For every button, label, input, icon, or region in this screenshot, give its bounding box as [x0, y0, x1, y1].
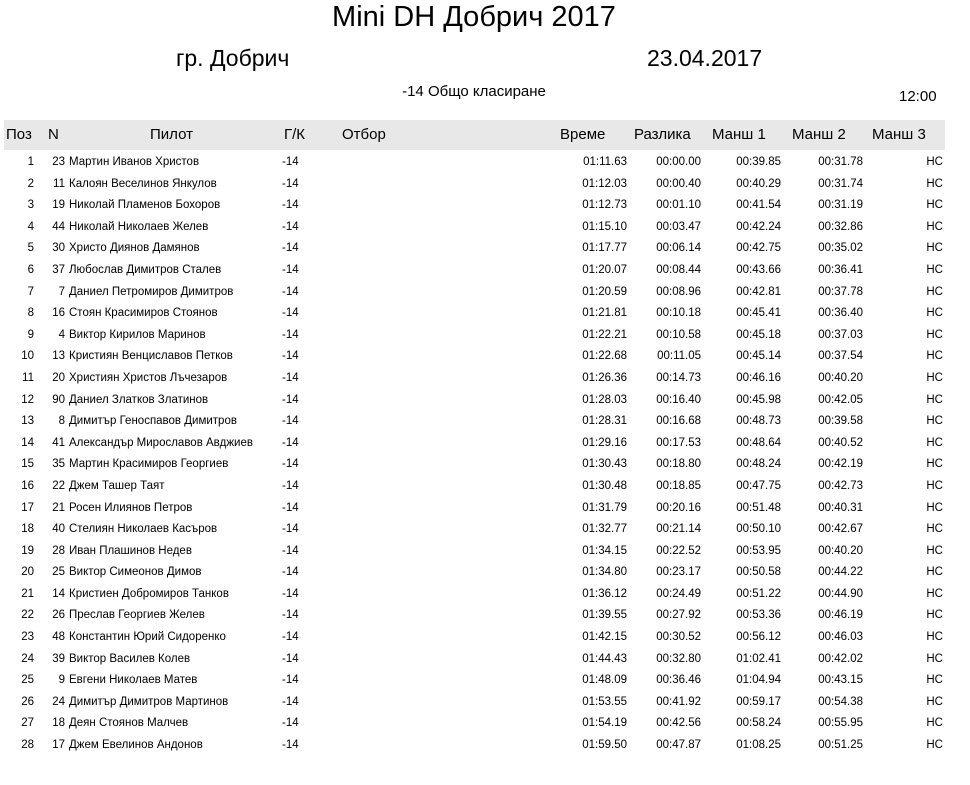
cell-class: -14	[282, 652, 299, 665]
cell-difference: 00:42.56	[656, 717, 701, 730]
cell-pilot-name: Константин Юрий Сидоренко	[69, 631, 226, 644]
cell-pilot-name: Росен Илиянов Петров	[69, 501, 193, 514]
table-row	[0, 605, 970, 627]
cell-pilot-name: Виктор Василев Колев	[69, 652, 191, 665]
cell-position: 15	[21, 458, 34, 471]
cell-run-1: 00:48.64	[736, 436, 781, 449]
table-header	[4, 120, 945, 150]
cell-pilot-name: Мартин Иванов Христов	[69, 156, 200, 168]
cell-difference: 00:11.05	[657, 350, 701, 363]
column-header-time: Време	[560, 126, 606, 143]
cell-run-3: НС	[926, 307, 943, 320]
cell-run-2: 00:40.31	[818, 501, 863, 514]
cell-class: -14	[282, 307, 299, 320]
cell-pilot-name: Стелиян Николаев Касъров	[69, 523, 218, 536]
cell-run-1: 00:53.36	[736, 609, 781, 622]
cell-position: 8	[27, 307, 34, 320]
cell-run-3: НС	[926, 544, 943, 557]
cell-run-2: 00:36.41	[818, 263, 863, 276]
cell-difference: 00:08.96	[656, 285, 701, 298]
cell-run-1: 00:50.10	[736, 523, 781, 536]
column-header-run-2: Манш 2	[792, 126, 846, 143]
cell-run-1: 00:41.54	[736, 199, 781, 212]
cell-number: 9	[58, 674, 65, 687]
cell-number: 90	[52, 393, 65, 406]
table-row	[0, 368, 970, 390]
cell-class: -14	[282, 695, 299, 708]
cell-pilot-name: Кристиян Венциславов Петков	[69, 350, 233, 363]
cell-run-3: НС	[926, 566, 943, 579]
cell-run-3: НС	[926, 436, 943, 449]
cell-run-3: НС	[926, 674, 943, 687]
cell-total-time: 01:32.77	[582, 523, 627, 536]
cell-position: 27	[21, 717, 34, 730]
cell-difference: 00:00.40	[656, 177, 701, 190]
cell-class: -14	[282, 479, 299, 492]
cell-run-3: НС	[926, 587, 943, 600]
cell-position: 18	[21, 523, 34, 536]
cell-run-1: 00:40.29	[736, 177, 781, 190]
table-row	[0, 476, 970, 498]
cell-difference: 00:23.17	[656, 566, 701, 579]
column-header-class: Г/К	[284, 126, 306, 143]
cell-number: 40	[52, 523, 65, 536]
cell-run-2: 00:36.40	[818, 307, 863, 320]
table-row	[0, 735, 970, 757]
table-row	[0, 260, 970, 282]
cell-position: 16	[21, 479, 34, 492]
cell-run-1: 00:43.66	[736, 263, 781, 276]
cell-number: 41	[52, 436, 65, 449]
cell-run-2: 00:31.78	[818, 156, 863, 168]
cell-run-1: 00:45.41	[736, 307, 781, 320]
cell-run-1: 00:45.98	[736, 393, 781, 406]
cell-class: -14	[282, 501, 299, 514]
cell-pilot-name: Виктор Симеонов Димов	[69, 566, 202, 579]
table-row	[0, 346, 970, 368]
cell-total-time: 01:34.15	[582, 544, 627, 557]
table-row	[0, 541, 970, 563]
cell-difference: 00:06.14	[656, 242, 701, 255]
cell-total-time: 01:42.15	[582, 631, 627, 644]
table-row	[0, 649, 970, 671]
event-date: 23.04.2017	[647, 45, 763, 71]
cell-run-2: 00:37.54	[818, 350, 863, 363]
cell-run-1: 00:56.12	[736, 631, 781, 644]
table-row	[0, 282, 970, 304]
cell-run-2: 00:55.95	[818, 717, 863, 730]
cell-run-3: НС	[926, 695, 943, 708]
cell-class: -14	[282, 220, 299, 233]
cell-position: 7	[27, 285, 34, 298]
cell-pilot-name: Евгени Николаев Матев	[69, 674, 198, 687]
cell-run-2: 00:44.22	[818, 566, 863, 579]
cell-class: -14	[282, 393, 299, 406]
cell-position: 25	[21, 674, 34, 687]
cell-difference: 00:08.44	[656, 263, 701, 276]
cell-pilot-name: Христо Диянов Дамянов	[69, 242, 200, 255]
cell-position: 12	[21, 393, 34, 406]
cell-run-2: 00:46.19	[818, 609, 863, 622]
cell-position: 10	[21, 350, 34, 363]
column-header-run-3: Манш 3	[872, 126, 926, 143]
cell-run-3: НС	[926, 199, 943, 212]
cell-run-2: 00:54.38	[818, 695, 863, 708]
cell-total-time: 01:30.43	[582, 458, 627, 471]
cell-run-1: 00:58.24	[736, 717, 781, 730]
table-row	[0, 152, 970, 174]
cell-class: -14	[282, 458, 299, 471]
cell-pilot-name: Християн Христов Лъчезаров	[69, 371, 228, 384]
cell-total-time: 01:22.21	[582, 328, 627, 341]
cell-difference: 00:20.16	[656, 501, 701, 514]
cell-run-1: 00:50.58	[736, 566, 781, 579]
cell-position: 4	[27, 220, 34, 233]
cell-run-3: НС	[926, 328, 943, 341]
cell-class: -14	[282, 350, 299, 363]
cell-number: 22	[52, 479, 65, 492]
cell-run-2: 00:42.05	[818, 393, 863, 406]
column-header-pilot: Пилот	[150, 126, 193, 143]
cell-run-1: 00:51.48	[736, 501, 781, 514]
cell-run-1: 01:02.41	[736, 652, 781, 665]
cell-total-time: 01:53.55	[582, 695, 627, 708]
cell-run-2: 00:32.86	[818, 220, 863, 233]
table-row	[0, 325, 970, 347]
cell-position: 5	[27, 242, 34, 255]
cell-number: 24	[52, 695, 65, 708]
cell-total-time: 01:28.31	[582, 415, 627, 428]
cell-position: 6	[27, 263, 34, 276]
cell-difference: 00:30.52	[656, 631, 701, 644]
cell-difference: 00:16.68	[656, 415, 701, 428]
cell-run-1: 00:42.75	[736, 242, 781, 255]
cell-run-1: 01:04.94	[736, 674, 781, 687]
cell-pilot-name: Димитър Геноспавов Димитров	[69, 415, 237, 428]
cell-class: -14	[282, 674, 299, 687]
column-header-number: N	[48, 126, 59, 143]
cell-position: 2	[27, 177, 34, 190]
cell-total-time: 01:28.03	[582, 393, 627, 406]
cell-number: 28	[52, 544, 65, 557]
table-row	[0, 498, 970, 520]
cell-class: -14	[282, 717, 299, 730]
cell-number: 30	[52, 242, 65, 255]
cell-position: 13	[21, 415, 34, 428]
cell-class: -14	[282, 566, 299, 579]
column-header-difference: Разлика	[634, 126, 691, 143]
cell-difference: 00:18.85	[656, 479, 701, 492]
cell-difference: 00:18.80	[656, 458, 701, 471]
cell-total-time: 01:29.16	[582, 436, 627, 449]
cell-number: 37	[52, 263, 65, 276]
cell-number: 18	[52, 717, 65, 730]
cell-class: -14	[282, 177, 299, 190]
cell-number: 13	[52, 350, 65, 363]
cell-number: 35	[52, 458, 65, 471]
cell-run-1: 00:48.73	[736, 415, 781, 428]
cell-position: 19	[21, 544, 34, 557]
cell-difference: 00:03.47	[656, 220, 701, 233]
cell-total-time: 01:36.12	[582, 587, 627, 600]
cell-class: -14	[282, 739, 299, 752]
cell-number: 44	[52, 220, 65, 233]
cell-run-1: 00:59.17	[736, 695, 781, 708]
cell-number: 26	[52, 609, 65, 622]
cell-number: 19	[52, 199, 65, 212]
table-row	[0, 519, 970, 541]
cell-difference: 00:00.00	[656, 156, 701, 168]
table-row	[0, 562, 970, 584]
cell-difference: 00:47.87	[656, 739, 701, 752]
cell-run-2: 00:46.03	[818, 631, 863, 644]
cell-position: 26	[21, 695, 34, 708]
table-row	[0, 195, 970, 217]
cell-class: -14	[282, 242, 299, 255]
cell-run-1: 00:45.14	[736, 350, 781, 363]
cell-run-3: НС	[926, 156, 943, 168]
cell-pilot-name: Мартин Красимиров Георгиев	[69, 458, 229, 471]
cell-run-1: 00:42.81	[736, 285, 781, 298]
cell-run-1: 01:08.25	[736, 739, 781, 752]
cell-difference: 00:10.18	[656, 307, 701, 320]
cell-number: 16	[52, 307, 65, 320]
table-row	[0, 692, 970, 714]
cell-total-time: 01:11.63	[583, 156, 627, 168]
table-row	[0, 238, 970, 260]
cell-run-2: 00:40.20	[818, 371, 863, 384]
cell-class: -14	[282, 523, 299, 536]
cell-run-1: 00:47.75	[736, 479, 781, 492]
cell-pilot-name: Иван Плашинов Недев	[69, 544, 192, 557]
cell-number: 7	[58, 285, 65, 298]
table-row	[0, 670, 970, 692]
cell-number: 20	[52, 371, 65, 384]
cell-pilot-name: Любослав Димитров Сталев	[69, 263, 222, 276]
cell-run-3: НС	[926, 501, 943, 514]
cell-class: -14	[282, 544, 299, 557]
cell-run-2: 00:35.02	[818, 242, 863, 255]
cell-run-1: 00:48.24	[736, 458, 781, 471]
cell-total-time: 01:26.36	[582, 371, 627, 384]
cell-class: -14	[282, 609, 299, 622]
cell-pilot-name: Джем Ташер Таят	[69, 479, 165, 492]
cell-difference: 00:10.58	[656, 328, 701, 341]
cell-position: 9	[27, 328, 34, 341]
table-row	[0, 217, 970, 239]
cell-run-2: 00:42.73	[818, 479, 863, 492]
cell-difference: 00:36.46	[656, 674, 701, 687]
cell-class: -14	[282, 587, 299, 600]
cell-difference: 00:21.14	[656, 523, 701, 536]
cell-position: 24	[21, 652, 34, 665]
cell-position: 17	[21, 501, 34, 514]
cell-run-3: НС	[926, 609, 943, 622]
event-city: гр. Добрич	[176, 45, 290, 71]
cell-run-2: 00:37.78	[818, 285, 863, 298]
cell-class: -14	[282, 156, 299, 168]
results-category: -14 Общо класиране	[402, 83, 546, 100]
cell-total-time: 01:17.77	[582, 242, 627, 255]
column-header-team: Отбор	[342, 126, 386, 143]
cell-total-time: 01:20.59	[582, 285, 627, 298]
cell-pilot-name: Даниел Златков Златинов	[69, 393, 209, 406]
cell-run-1: 00:42.24	[736, 220, 781, 233]
cell-run-2: 00:39.58	[818, 415, 863, 428]
cell-difference: 00:22.52	[656, 544, 701, 557]
cell-pilot-name: Николай Николаев Желев	[69, 220, 209, 233]
cell-position: 28	[21, 739, 34, 752]
cell-run-1: 00:53.95	[736, 544, 781, 557]
cell-run-2: 00:40.20	[818, 544, 863, 557]
cell-run-3: НС	[926, 479, 943, 492]
report-time: 12:00	[899, 88, 937, 105]
cell-difference: 00:24.49	[656, 587, 701, 600]
cell-pilot-name: Калоян Веселинов Янкулов	[69, 177, 217, 190]
cell-position: 21	[21, 587, 34, 600]
cell-run-3: НС	[926, 739, 943, 752]
cell-difference: 00:16.40	[656, 393, 701, 406]
cell-pilot-name: Николай Пламенов Бохоров	[69, 199, 221, 212]
cell-total-time: 01:12.73	[582, 199, 627, 212]
cell-run-3: НС	[926, 177, 943, 190]
cell-run-3: НС	[926, 523, 943, 536]
cell-run-3: НС	[926, 350, 943, 363]
cell-total-time: 01:39.55	[582, 609, 627, 622]
cell-run-2: 00:42.19	[818, 458, 863, 471]
cell-run-3: НС	[926, 415, 943, 428]
cell-run-2: 00:42.02	[818, 652, 863, 665]
cell-total-time: 01:31.79	[582, 501, 627, 514]
cell-number: 8	[58, 415, 65, 428]
cell-total-time: 01:15.10	[582, 220, 627, 233]
cell-difference: 00:27.92	[656, 609, 701, 622]
cell-position: 22	[21, 609, 34, 622]
cell-number: 23	[52, 156, 65, 168]
cell-run-2: 00:31.74	[818, 177, 863, 190]
cell-run-3: НС	[926, 263, 943, 276]
cell-position: 20	[21, 566, 34, 579]
cell-total-time: 01:22.68	[582, 350, 627, 363]
table-row	[0, 584, 970, 606]
cell-pilot-name: Виктор Кирилов Маринов	[69, 328, 206, 341]
table-row	[0, 411, 970, 433]
cell-number: 39	[52, 652, 65, 665]
cell-number: 14	[52, 587, 65, 600]
cell-class: -14	[282, 285, 299, 298]
cell-class: -14	[282, 631, 299, 644]
cell-total-time: 01:34.80	[582, 566, 627, 579]
cell-run-3: НС	[926, 285, 943, 298]
cell-run-2: 00:43.15	[818, 674, 863, 687]
cell-class: -14	[282, 199, 299, 212]
cell-total-time: 01:59.50	[582, 739, 627, 752]
column-header-run-1: Манш 1	[712, 126, 766, 143]
cell-run-1: 00:39.85	[736, 156, 781, 168]
cell-number: 11	[53, 177, 65, 190]
results-table-body	[0, 152, 970, 757]
cell-number: 21	[52, 501, 65, 514]
cell-total-time: 01:54.19	[582, 717, 627, 730]
cell-run-2: 00:40.52	[818, 436, 863, 449]
cell-run-3: НС	[926, 371, 943, 384]
cell-class: -14	[282, 436, 299, 449]
table-row	[0, 174, 970, 196]
table-row	[0, 303, 970, 325]
cell-number: 25	[52, 566, 65, 579]
cell-run-3: НС	[926, 220, 943, 233]
event-title: Mini DH Добрич 2017	[332, 1, 616, 33]
cell-run-1: 00:46.16	[736, 371, 781, 384]
table-row	[0, 390, 970, 412]
cell-total-time: 01:21.81	[582, 307, 627, 320]
cell-difference: 00:17.53	[656, 436, 701, 449]
table-row	[0, 454, 970, 476]
cell-run-2: 00:37.03	[818, 328, 863, 341]
cell-total-time: 01:20.07	[582, 263, 627, 276]
cell-pilot-name: Джем Евелинов Андонов	[69, 739, 203, 752]
cell-difference: 00:32.80	[656, 652, 701, 665]
cell-run-3: НС	[926, 631, 943, 644]
cell-total-time: 01:48.09	[582, 674, 627, 687]
cell-pilot-name: Кристиен Добромиров Танков	[69, 587, 229, 600]
cell-pilot-name: Александър Мирославов Авджиев	[69, 436, 253, 449]
cell-pilot-name: Даниел Петромиров Димитров	[69, 285, 234, 298]
cell-class: -14	[282, 328, 299, 341]
cell-position: 3	[27, 199, 34, 212]
table-row	[0, 433, 970, 455]
cell-class: -14	[282, 415, 299, 428]
cell-run-2: 00:44.90	[818, 587, 863, 600]
cell-position: 11	[22, 371, 34, 384]
cell-difference: 00:14.73	[656, 371, 701, 384]
column-header-position: Поз	[6, 126, 32, 143]
cell-class: -14	[282, 263, 299, 276]
cell-run-2: 00:42.67	[818, 523, 863, 536]
cell-run-3: НС	[926, 717, 943, 730]
cell-pilot-name: Димитър Димитров Мартинов	[69, 695, 229, 708]
cell-class: -14	[282, 371, 299, 384]
cell-run-3: НС	[926, 458, 943, 471]
cell-total-time: 01:44.43	[582, 652, 627, 665]
cell-run-1: 00:51.22	[736, 587, 781, 600]
cell-run-2: 00:51.25	[818, 739, 863, 752]
cell-number: 4	[58, 328, 65, 341]
table-row	[0, 627, 970, 649]
cell-run-3: НС	[926, 652, 943, 665]
cell-pilot-name: Преслав Георгиев Желев	[69, 609, 205, 622]
cell-run-2: 00:31.19	[818, 199, 863, 212]
cell-position: 14	[21, 436, 34, 449]
cell-run-3: НС	[926, 393, 943, 406]
cell-difference: 00:41.92	[656, 695, 701, 708]
cell-run-1: 00:45.18	[736, 328, 781, 341]
table-row	[0, 713, 970, 735]
cell-number: 48	[52, 631, 65, 644]
cell-total-time: 01:30.48	[582, 479, 627, 492]
cell-difference: 00:01.10	[656, 199, 701, 212]
cell-total-time: 01:12.03	[582, 177, 627, 190]
cell-position: 1	[27, 156, 34, 168]
cell-number: 17	[52, 739, 65, 752]
cell-pilot-name: Стоян Красимиров Стоянов	[69, 307, 218, 320]
cell-pilot-name: Деян Стоянов Малчев	[69, 717, 189, 730]
cell-position: 23	[21, 631, 34, 644]
cell-run-3: НС	[926, 242, 943, 255]
